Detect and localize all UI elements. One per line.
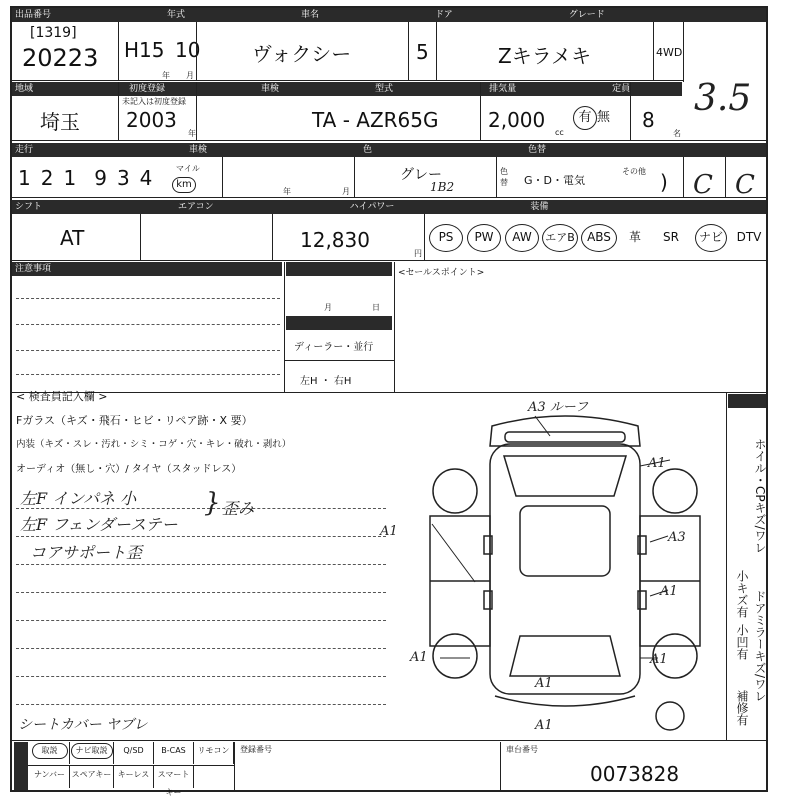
equip-leather: 革 [628, 230, 641, 244]
side-note-small-dent: 小凹有 [735, 624, 749, 660]
interior-score: C [693, 170, 713, 200]
car-damage-diagram [400, 396, 730, 736]
shift: AT [60, 226, 85, 250]
diagram-top-label: A3 ルーフ [528, 400, 589, 415]
capacity: 8 [642, 108, 655, 132]
equip-pw: PW [467, 224, 501, 252]
note-line-2: 左F フェンダーステー [20, 515, 178, 534]
notes-header: 注意事項 [12, 262, 282, 276]
check-glass: Fガラス（キズ・飛石・ヒビ・リペア跡・X 要） [16, 414, 253, 427]
sale-points-label: <セールスポイント> [398, 268, 485, 278]
header-row-1: 出品番号 年式 車名 ドア グレード [12, 8, 766, 22]
dealer-parallel: ディーラー・並行 [294, 342, 374, 353]
note-bottom: シートカバー ヤブレ [18, 717, 148, 733]
equip-dtv: DTV [736, 230, 762, 244]
equip-sunroof: SR [663, 230, 679, 244]
lot-prefix: [1319] [30, 25, 77, 41]
mileage-digits: 121 934 [18, 166, 163, 190]
equip-aw: AW [505, 224, 539, 252]
side-note-repair: 補修有 [735, 690, 749, 726]
displacement: 2,000 [488, 108, 546, 132]
price: 12,830 [300, 228, 370, 252]
color-code: 1B2 [430, 180, 455, 194]
score: 3.5 [694, 78, 752, 119]
doors: 5 [416, 40, 429, 64]
car-name: ヴォクシー [252, 42, 352, 66]
drive-type: 4WD [656, 46, 683, 59]
region: 埼玉 [40, 110, 80, 134]
grade: Zキラメキ [498, 44, 592, 68]
check-interior: 内装（キズ・スレ・汚れ・シミ・コゲ・穴・キレ・破れ・剥れ） [16, 439, 292, 450]
equip-airbag: エアB [542, 224, 578, 252]
note-bracket: 歪み [222, 499, 255, 518]
exterior-score: C [735, 170, 755, 200]
regno-label: 登録番号 [240, 745, 272, 754]
model-code: TA - AZR65G [312, 108, 439, 132]
side-note-mirror: ドアミラーキズ/ワレ [753, 590, 767, 703]
header-row-2: 地域 初度登録 車検 型式 排気量 定員 [12, 82, 682, 96]
note-line-3: コアサポート歪 [30, 543, 143, 562]
year-month: 10 [175, 38, 201, 62]
serial-number: 0073828 [590, 762, 680, 786]
lot-number: 20223 [22, 44, 99, 72]
color-name: グレー [400, 167, 442, 183]
serial-label: 車台番号 [506, 745, 538, 754]
header-row-4: シフト エアコン ハイパワー 装備 [12, 200, 766, 214]
check-audio: オーディオ（無し・穴）/ タイヤ（スタッドレス） [16, 464, 242, 475]
inspector-label: < 検査員記入欄 > [16, 390, 108, 403]
year-era: H15 [124, 38, 165, 62]
first-registration: 2003 [126, 108, 177, 132]
note-line-1: 左F インパネ 小 [20, 489, 137, 508]
cert-yes-no: 有 無 [573, 106, 610, 130]
equip-navi: ナビ [695, 224, 727, 252]
side-note-wheel: ホイル・CPキズ/ワレ [753, 438, 767, 554]
side-note-small-scratch: 小キズ有 [735, 570, 749, 618]
equip-ps: PS [429, 224, 463, 252]
handle-side: 左H ・ 右H [300, 376, 352, 387]
equip-abs: ABS [581, 224, 617, 252]
color-options: G・D・電気 [524, 174, 585, 187]
header-row-3: 走行 車検 色 色替 [12, 143, 766, 157]
